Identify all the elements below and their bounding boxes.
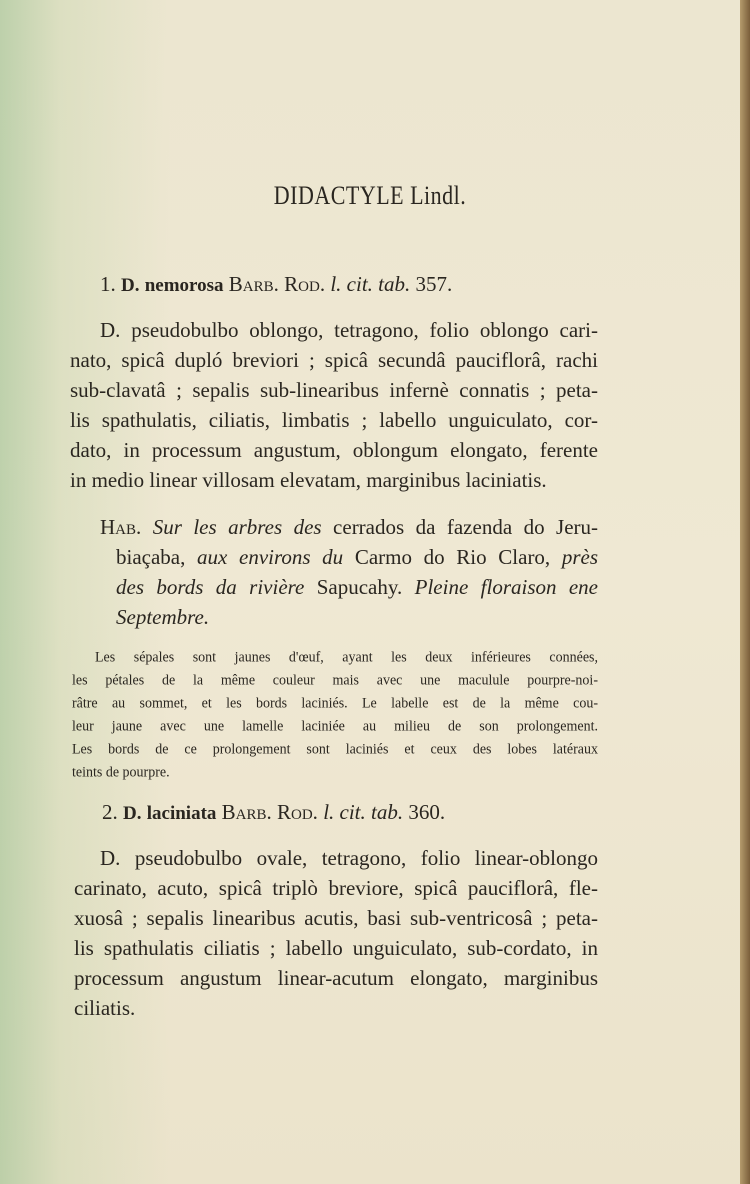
note-line: leur jaune avec une lamelle laciniée au milieu de son prolongement. — [72, 719, 598, 735]
species-genus: D. — [121, 275, 140, 296]
habitat-text: près — [561, 545, 599, 569]
habitat-text: cerrados da fazenda do Jeru- — [333, 515, 599, 539]
diagnosis-line: processum angustum linear-acutum elongato, marginibus — [74, 966, 598, 990]
habitat-text: aux environs du — [197, 545, 344, 569]
diagnosis-line: ciliatis. — [74, 996, 136, 1020]
habitat-text: Carmo do Rio Claro, — [354, 545, 551, 569]
diagnosis-line: D. pseudobulbo ovale, tetragono, folio linear-oblongo — [100, 846, 598, 870]
note-line: Les sépales sont jaunes d'œuf, ayant les deux inférieures connées, — [95, 650, 598, 666]
habitat-text: Sur les arbres des — [152, 515, 322, 539]
diagnosis-line: sub-clavatâ ; sepalis sub-linearibus infernè connatis ; peta- — [70, 378, 598, 402]
species-genus: D. — [123, 803, 142, 824]
diagnosis-line: lis spathulatis ciliatis ; labello unguiculato, sub-cordato, in — [74, 936, 598, 960]
species-authority: Barb. Rod. — [228, 272, 326, 296]
species-heading-1 — [100, 272, 452, 297]
diagnosis-line: nato, spicâ dupló breviori ; spicâ secundâ pauciflorâ, rachi — [70, 348, 598, 372]
species-citation: l. cit. tab. — [330, 272, 411, 296]
species-plate: 360. — [408, 800, 446, 824]
diagnosis-line: D. pseudobulbo oblongo, tetragono, folio oblongo cari- — [100, 318, 598, 342]
habitat-line — [100, 515, 598, 540]
species-plate: 357. — [415, 272, 453, 296]
note-line: teints de pourpre. — [72, 765, 170, 781]
diagnosis-line: dato, in processum angustum, oblongum elongato, ferente — [70, 438, 598, 462]
page-edge — [740, 0, 750, 1184]
note-line: Les bords de ce prolongement sont laciniés et ceux des lobes latéraux — [72, 742, 598, 758]
species-epithet: nemorosa — [144, 275, 224, 296]
species-number: 2. — [102, 800, 118, 824]
diagnosis-line: xuosâ ; sepalis linearibus acutis, basi sub-ventricosâ ; peta- — [74, 906, 598, 930]
diagnosis-line: in medio linear villosam elevatam, marginibus laciniatis. — [70, 468, 547, 492]
habitat-label: Hab. — [100, 515, 142, 539]
habitat-line — [116, 545, 598, 570]
page-title: DIDACTYLE Lindl. — [273, 180, 467, 210]
species-heading-2 — [102, 800, 445, 825]
species-epithet: laciniata — [146, 803, 217, 824]
habitat-line — [116, 575, 598, 600]
habitat-text: Sapucahy. — [316, 575, 403, 599]
habitat-line: Septembre. — [116, 605, 210, 629]
habitat-text: Pleine floraison ene — [414, 575, 599, 599]
habitat-text: biaçaba, — [116, 545, 186, 569]
bleed-through-text — [350, 75, 680, 275]
diagnosis-line: carinato, acuto, spicâ triplò breviore, spicâ pauciflorâ, fle- — [74, 876, 598, 900]
note-line: râtre au sommet, et les bords laciniés. Le labelle est de la même cou- — [72, 696, 598, 712]
diagnosis-line: lis spathulatis, ciliatis, limbatis ; labello unguiculato, cor- — [70, 408, 598, 432]
note-line: les pétales de la même couleur mais avec une maculule pourpre-noi- — [72, 673, 598, 689]
species-authority: Barb. Rod. — [221, 800, 318, 824]
habitat-text: des bords da rivière — [116, 575, 305, 599]
species-citation: l. cit. tab. — [323, 800, 404, 824]
species-number: 1. — [100, 272, 116, 296]
